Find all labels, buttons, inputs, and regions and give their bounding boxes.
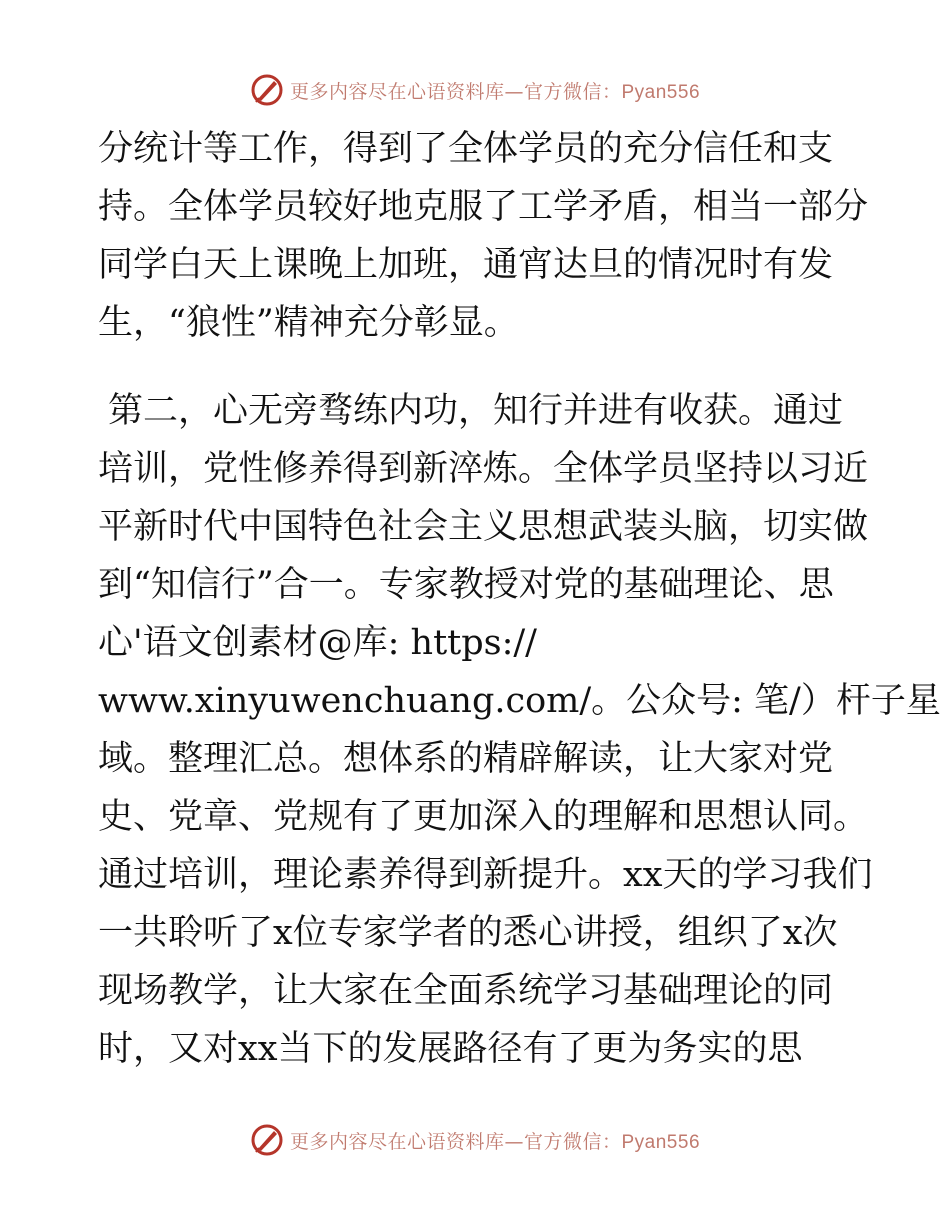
text-line: 通过培训，理论素养得到新提升。xx天的学习我们 [98, 855, 873, 895]
text-line: 到“知信行”合一。专家教授对党的基础理论、思 [98, 565, 834, 605]
text-line: 现场教学，让大家在全面系统学习基础理论的同 [98, 971, 834, 1011]
text-line: 分统计等工作，得到了全体学员的充分信任和支 [98, 129, 834, 169]
header-banner-text: 更多内容尽在心语资料库—官方微信：Pyan556 [289, 80, 701, 103]
text-line: 第二，心无旁骛练内功，知行并进有收获。通过 [108, 391, 844, 431]
text-line: 史、党章、党规有了更加深入的理解和思想认同。 [98, 797, 869, 837]
text-line: 持。全体学员较好地克服了工学矛盾，相当一部分 [98, 187, 869, 227]
header-banner [0, 70, 950, 110]
footer-banner [0, 1120, 950, 1160]
document-body [98, 120, 941, 1078]
text-line: 域。整理汇总。想体系的精辟解读，让大家对党 [98, 739, 834, 779]
quill-seal-icon [250, 1123, 284, 1157]
text-line: 培训，党性修养得到新淬炼。全体学员坚持以习近 [98, 449, 869, 489]
wechat-id: Pyan556 [621, 81, 701, 103]
quill-seal-icon [250, 73, 284, 107]
text-line: 平新时代中国特色社会主义思想武装头脑，切实做 [98, 507, 869, 547]
wechat-id: Pyan556 [621, 1131, 701, 1153]
paragraph-gap [98, 352, 868, 382]
text-line: 生，“狼性”精神充分彰显。 [98, 303, 519, 343]
footer-banner-text: 更多内容尽在心语资料库—官方微信：Pyan556 [289, 1130, 701, 1153]
text-line: www.xinyuwenchuang.com/。公众号: 笔/）杆子星 [98, 681, 941, 721]
text-line: 时，又对xx当下的发展路径有了更为务实的思 [98, 1029, 803, 1069]
text-line: 同学白天上课晚上加班，通宵达旦的情况时有发 [98, 245, 834, 285]
text-line: 心'语文创素材@库: https:// [98, 623, 537, 663]
text-line: 一共聆听了x位专家学者的悉心讲授，组织了x次 [98, 913, 838, 953]
